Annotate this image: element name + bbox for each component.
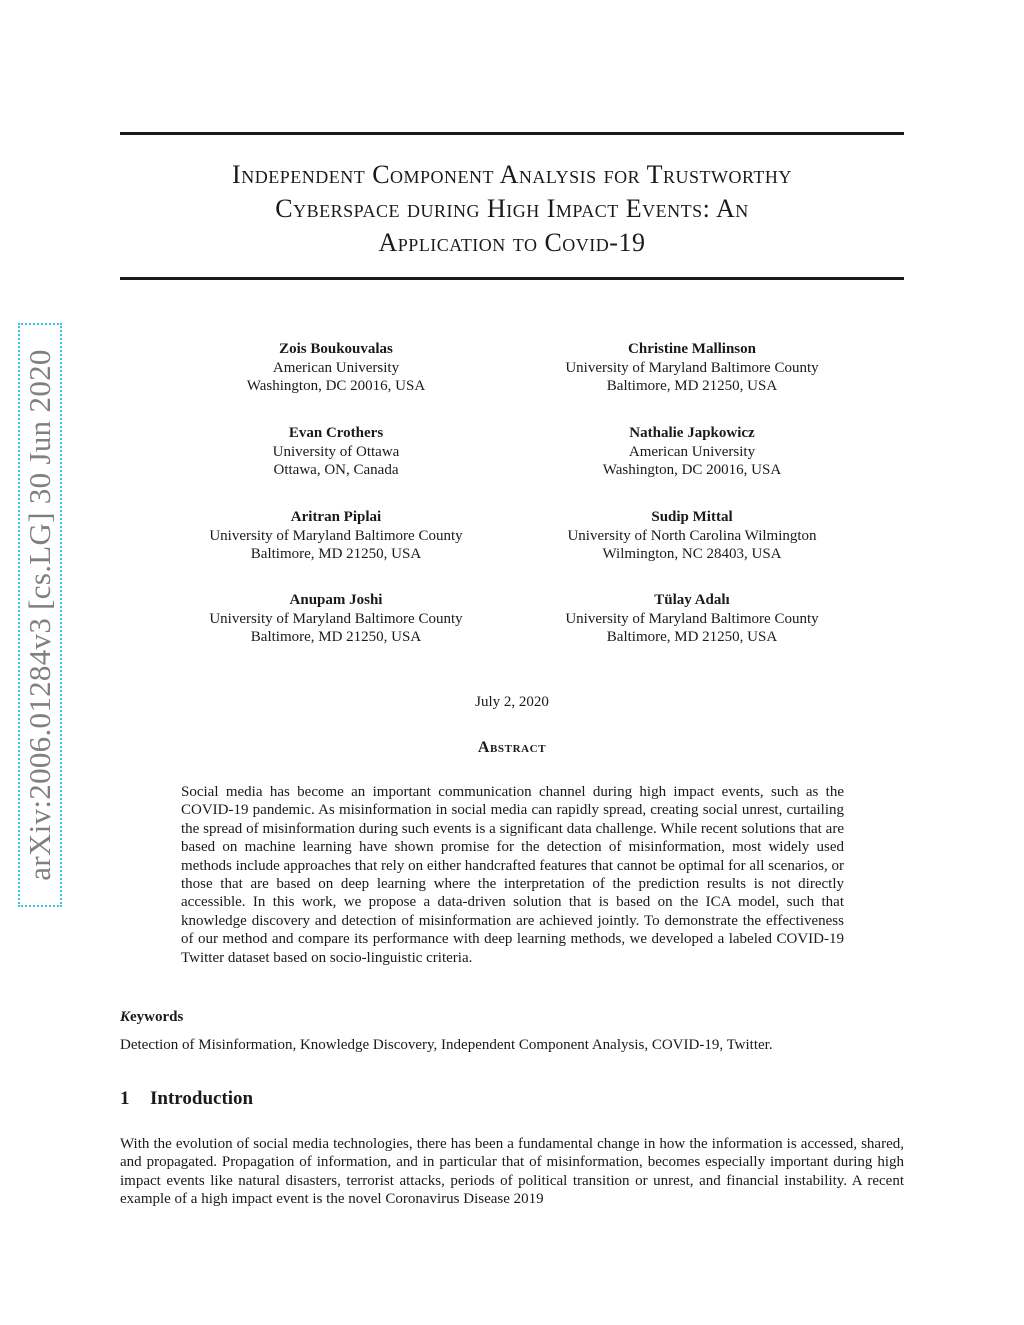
paper-title — [120, 158, 904, 260]
introduction-body: With the evolution of social media technologies, there has been a fundamental change in how the information is accessed, shared, and propagated. Propagation of information, and in particular that of misinformation, becomes especially important during high impact events like natural disasters, terrorist attacks, periods of political transition or unrest, and financial instability. A recent example of a high impact event is the novel Coronavirus Disease 2019 — [120, 1136, 904, 1208]
keywords-body: Detection of Misinformation, Knowledge Discovery, Independent Component Analysis, COVID-19, Twitter. — [120, 1037, 773, 1053]
author-affiliation: University of North Carolina Wilmington — [567, 527, 817, 544]
author-address: Wilmington, NC 28403, USA — [602, 546, 782, 562]
author-affiliation: University of Maryland Baltimore County — [565, 610, 819, 627]
author-name: Nathalie Japkowicz — [629, 425, 755, 441]
abstract-heading: Abstract — [477, 739, 547, 756]
author-address: Baltimore, MD 21250, USA — [250, 546, 422, 562]
author-affiliation: University of Maryland Baltimore County — [565, 359, 819, 376]
author-entry — [522, 508, 862, 564]
author-affiliation: University of Maryland Baltimore County — [209, 610, 463, 627]
keywords-heading — [120, 1009, 183, 1026]
title-line-1: Independent Component Analysis for Trustworthy — [232, 160, 792, 189]
section-title: Introduction — [150, 1088, 254, 1109]
arxiv-stamp-text: arXiv:2006.01284v3 [cs.LG] 30 Jun 2020 — [22, 349, 57, 881]
author-entry — [166, 591, 506, 647]
author-name: Tülay Adalı — [654, 592, 730, 608]
author-affiliation: University of Ottawa — [272, 443, 400, 460]
section-number: 1 — [120, 1088, 130, 1109]
paper-date: July 2, 2020 — [475, 694, 549, 710]
keywords-heading-rest: eywords — [130, 1009, 184, 1025]
author-address: Baltimore, MD 21250, USA — [606, 629, 778, 645]
author-affiliation: American University — [272, 359, 400, 376]
title-line-3: Application to Covid-19 — [378, 228, 646, 257]
author-entry — [522, 591, 862, 647]
title-line-2: Cyberspace during High Impact Events: An — [275, 194, 749, 223]
abstract-body: Social media has become an important communication channel during high impact events, such as the COVID-19 pandemic. As misinformation in social media can rapidly spread, creating social unrest, curtailing the spread of misinformation during such events is a significant data challenge. While recent solutions that are based on machine learning have shown promise for the detection of misinformation, most widely used methods include approaches that rely on either handcrafted features that cannot be optimal for all scenarios, or those that are based on deep learning where the interpretation of the prediction results is not directly accessible. In this work, we propose a data-driven solution that is based on the ICA model, such that knowledge discovery and detection of misinformation are achieved jointly. To demonstrate the effectiveness of our method and compare its performance with deep learning methods, we developed a labeled COVID-19 Twitter dataset based on socio-linguistic criteria. — [181, 784, 844, 966]
author-address: Ottawa, ON, Canada — [273, 462, 399, 478]
title-top-rule — [120, 132, 904, 135]
author-name: Christine Mallinson — [628, 341, 756, 357]
author-address: Baltimore, MD 21250, USA — [250, 629, 422, 645]
author-name: Aritran Piplai — [290, 509, 382, 525]
author-name: Anupam Joshi — [289, 592, 383, 608]
arxiv-stamp — [18, 323, 62, 907]
author-entry — [166, 424, 506, 480]
author-address: Baltimore, MD 21250, USA — [606, 378, 778, 394]
title-bottom-rule — [120, 277, 904, 280]
author-name: Zois Boukouvalas — [279, 341, 393, 357]
author-address: Washington, DC 20016, USA — [602, 462, 782, 478]
author-entry — [166, 508, 506, 564]
author-affiliation: University of Maryland Baltimore County — [209, 527, 463, 544]
author-address: Washington, DC 20016, USA — [246, 378, 426, 394]
author-entry — [522, 424, 862, 480]
author-affiliation: American University — [628, 443, 756, 460]
keywords-heading-initial: K — [120, 1009, 131, 1025]
author-name: Sudip Mittal — [651, 509, 733, 525]
author-name: Evan Crothers — [288, 425, 384, 441]
section-heading-introduction — [120, 1088, 253, 1110]
author-entry — [166, 340, 506, 396]
author-entry — [522, 340, 862, 396]
